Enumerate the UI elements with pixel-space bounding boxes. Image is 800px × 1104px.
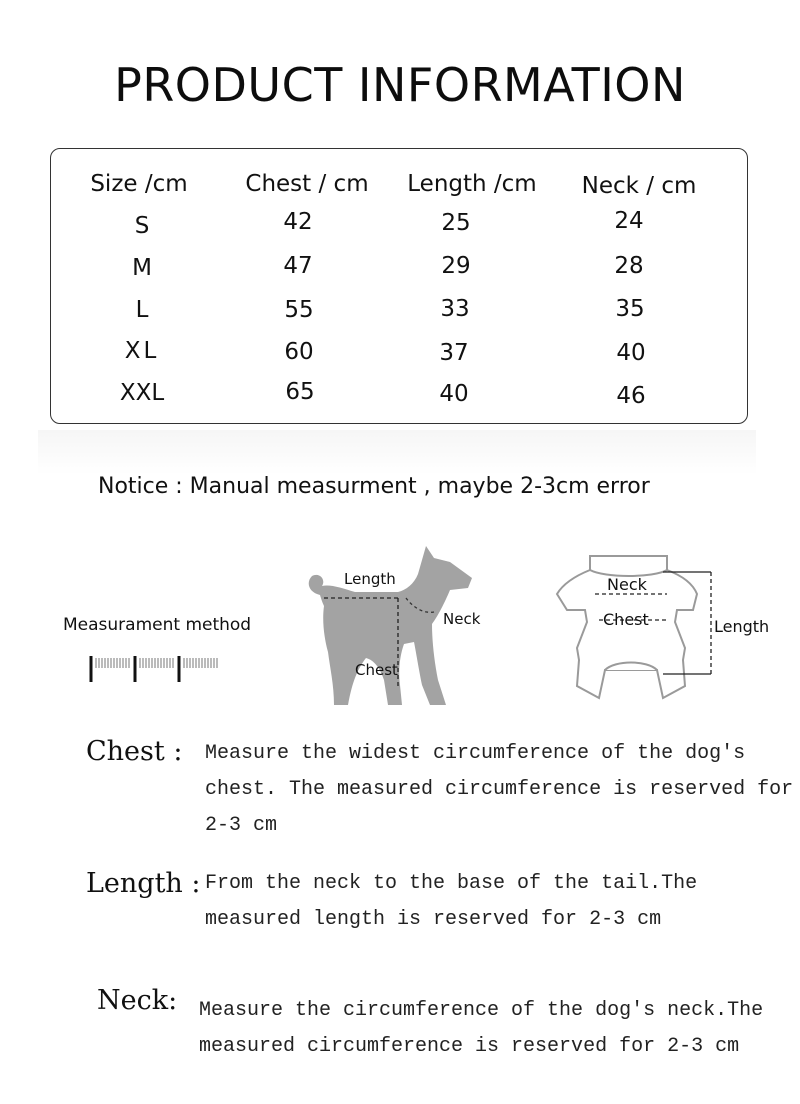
length-description	[205, 866, 697, 938]
garment-length-label: Length	[714, 617, 770, 636]
measurement-method-label: Measurament method	[63, 615, 252, 635]
chest-description	[205, 736, 793, 844]
table-cell: 35	[615, 296, 645, 322]
table-cell: L	[135, 297, 149, 323]
chest-term: Chest :	[86, 736, 183, 767]
description-line: Measure the widest circumference of the dog's	[205, 742, 746, 765]
table-cell: 24	[614, 208, 644, 234]
table-cell: 33	[440, 296, 470, 322]
divider-shadow	[38, 430, 756, 475]
table-cell: 29	[441, 253, 471, 279]
dog-length-label: Length	[344, 570, 396, 588]
table-cell: 42	[283, 209, 313, 235]
notice-text: Notice : Manual measurment , maybe 2-3cm error	[98, 474, 650, 499]
ruler-icon	[88, 654, 220, 684]
length-term: Length :	[86, 868, 201, 899]
table-cell: 37	[439, 340, 469, 366]
table-cell: 65	[285, 379, 315, 405]
table-cell: 60	[284, 339, 314, 365]
table-cell: 47	[283, 253, 313, 279]
garment-icon	[545, 548, 775, 708]
description-line: chest. The measured circumference is reserved for	[205, 778, 794, 801]
dog-silhouette	[300, 540, 490, 715]
table-cell: XL	[124, 338, 160, 364]
description-line: From the neck to the base of the tail.The	[205, 872, 698, 895]
table-cell: S	[134, 213, 150, 239]
description-line: 2-3 cm	[205, 814, 278, 837]
garment-chest-label: Chest	[603, 610, 649, 629]
table-cell: 55	[284, 297, 314, 323]
page-title: PRODUCT INFORMATION	[114, 58, 686, 112]
size-table	[50, 148, 748, 424]
table-cell: 40	[616, 340, 646, 366]
header-chest: Chest / cm	[245, 171, 369, 197]
neck-term: Neck:	[97, 985, 178, 1016]
description-line: Measure the circumference of the dog's neck.The	[199, 999, 764, 1022]
table-cell: 28	[614, 253, 644, 279]
table-cell: M	[132, 255, 152, 281]
table-cell: 46	[616, 383, 646, 409]
header-neck: Neck / cm	[581, 173, 697, 199]
description-line: measured length is reserved for 2-3 cm	[205, 908, 662, 931]
table-cell: 40	[439, 381, 469, 407]
dog-neck-label: Neck	[443, 610, 481, 628]
dog-chest-label: Chest	[355, 661, 398, 679]
header-size: Size /cm	[90, 171, 188, 197]
table-cell: 25	[441, 210, 471, 236]
header-length: Length /cm	[407, 171, 537, 197]
garment-neck-label: Neck	[607, 575, 647, 594]
neck-description	[199, 993, 763, 1065]
description-line: measured circumference is reserved for 2-3 cm	[199, 1035, 740, 1058]
table-cell: XXL	[119, 380, 165, 406]
